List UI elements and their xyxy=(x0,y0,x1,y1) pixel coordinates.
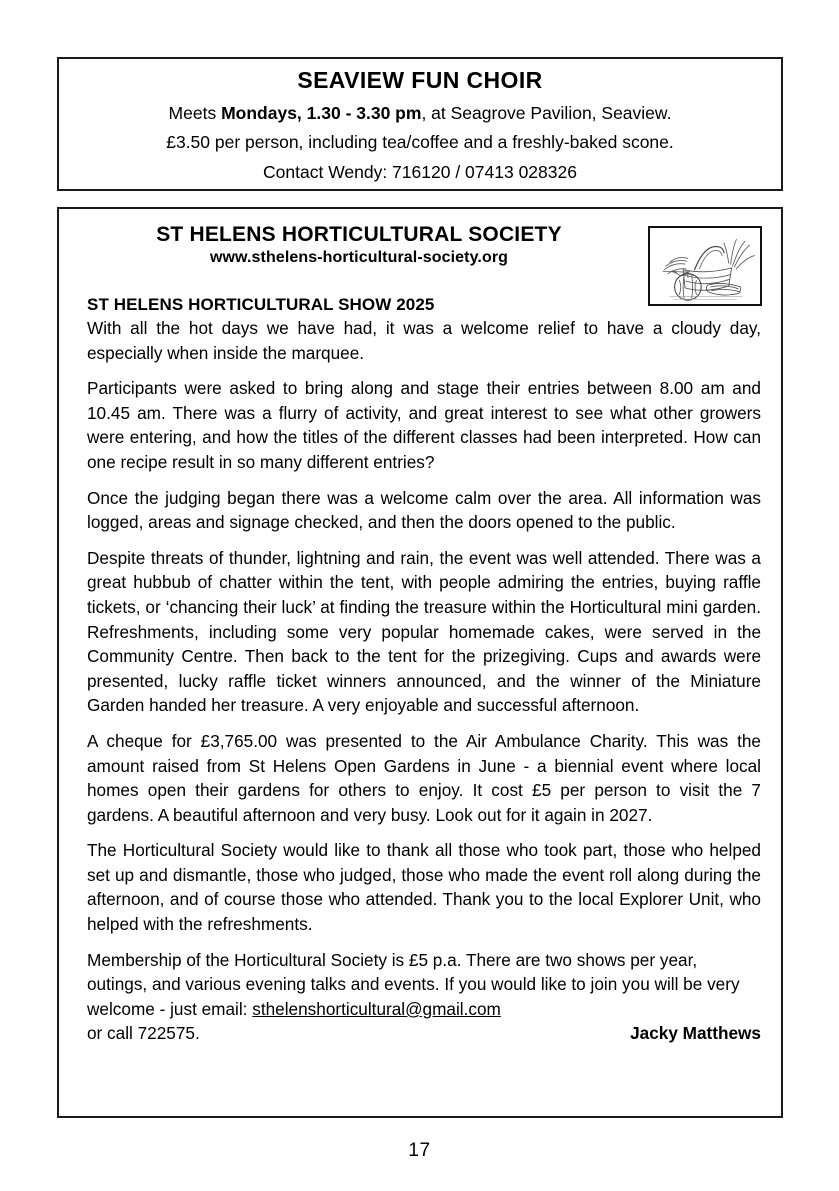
choir-title: SEAVIEW FUN CHOIR xyxy=(297,67,543,93)
seaview-fun-choir-notice xyxy=(57,57,783,191)
choir-meeting-time: Mondays, 1.30 - 3.30 pm xyxy=(221,103,422,124)
horticultural-society-article xyxy=(57,207,783,1118)
society-title: ST HELENS HORTICULTURAL SOCIETY xyxy=(156,223,562,246)
society-website[interactable]: www.sthelens-horticultural-society.org xyxy=(209,249,509,267)
choir-meeting-venue: , at Seagrove Pavilion, Seaview. xyxy=(421,103,672,124)
article-paragraph: Participants were asked to bring along and stage their entries between 8.00 am and 10.45 am. There was a flurry of activity, and great interest to see what other growers were entering, and how the titles of the different classes had been interpreted. How can one recipe result in so many different entries? xyxy=(87,378,761,472)
membership-email-link[interactable]: sthelenshorticultural@gmail.com xyxy=(252,998,501,1019)
article-paragraph: Once the judging began there was a welcome calm over the area. All information was logged, areas and signage checked, and then the doors opened to the public. xyxy=(87,487,761,533)
contact-and-signature-line xyxy=(87,1021,761,1046)
article-paragraph: A cheque for £3,765.00 was presented to the Air Ambulance Charity. This was the amount raised from St Helens Open Gardens in June - a biennial event where local homes open their gardens for others to enjoy. It cost £5 per person to visit the 7 gardens. A beautiful afternoon and very busy. Look out for it again in 2027. xyxy=(87,730,761,825)
choir-price-line: £3.50 per person, including tea/coffee and a freshly-baked scone. xyxy=(166,132,674,153)
choir-meeting-line xyxy=(73,100,767,127)
membership-phone: or call 722575. xyxy=(87,1023,200,1044)
membership-paragraph xyxy=(87,948,761,1022)
vegetable-basket-icon xyxy=(648,226,762,306)
article-paragraph: Despite threats of thunder, lightning and rain, the event was well attended. There was a great hubbub of chatter within the tent, with people admiring the entries, buying raffle tickets, or ‘chancing their luck’ at finding the treasure within the Horticultural mini garden. Refreshments, including some very popular homemade cakes, were served in the Community Centre. Then back to the tent for the prizegiving. Cups and awards were presented, lucky raffle ticket winners announced, and the winner of the Miniature Garden handed her treasure. A very enjoyable and successful afternoon. xyxy=(87,547,761,716)
article-header xyxy=(87,223,761,295)
show-heading: ST HELENS HORTICULTURAL SHOW 2025 xyxy=(87,295,435,314)
page-number: 17 xyxy=(408,1140,431,1161)
author-signature: Jacky Matthews xyxy=(630,1023,761,1044)
choir-meeting-prefix: Meets xyxy=(168,103,222,124)
article-paragraph: With all the hot days we have had, it was a welcome relief to have a cloudy day, especially when inside the marquee. xyxy=(87,318,761,363)
membership-text: Membership of the Horticultural Society is £5 p.a. There are two shows per year, outings, and various evening talks and events. If you would like to join you will be very welcome - just email: xyxy=(87,949,740,1019)
article-paragraph: The Horticultural Society would like to thank all those who took part, those who helped set up and dismantle, those who judged, those who made the event roll along during the afternoon, and of course those who attended. Thank you to the local Explorer Unit, who helped with the refreshments. xyxy=(87,840,761,935)
choir-contact-line: Contact Wendy: 716120 / 07413 028326 xyxy=(263,161,577,182)
